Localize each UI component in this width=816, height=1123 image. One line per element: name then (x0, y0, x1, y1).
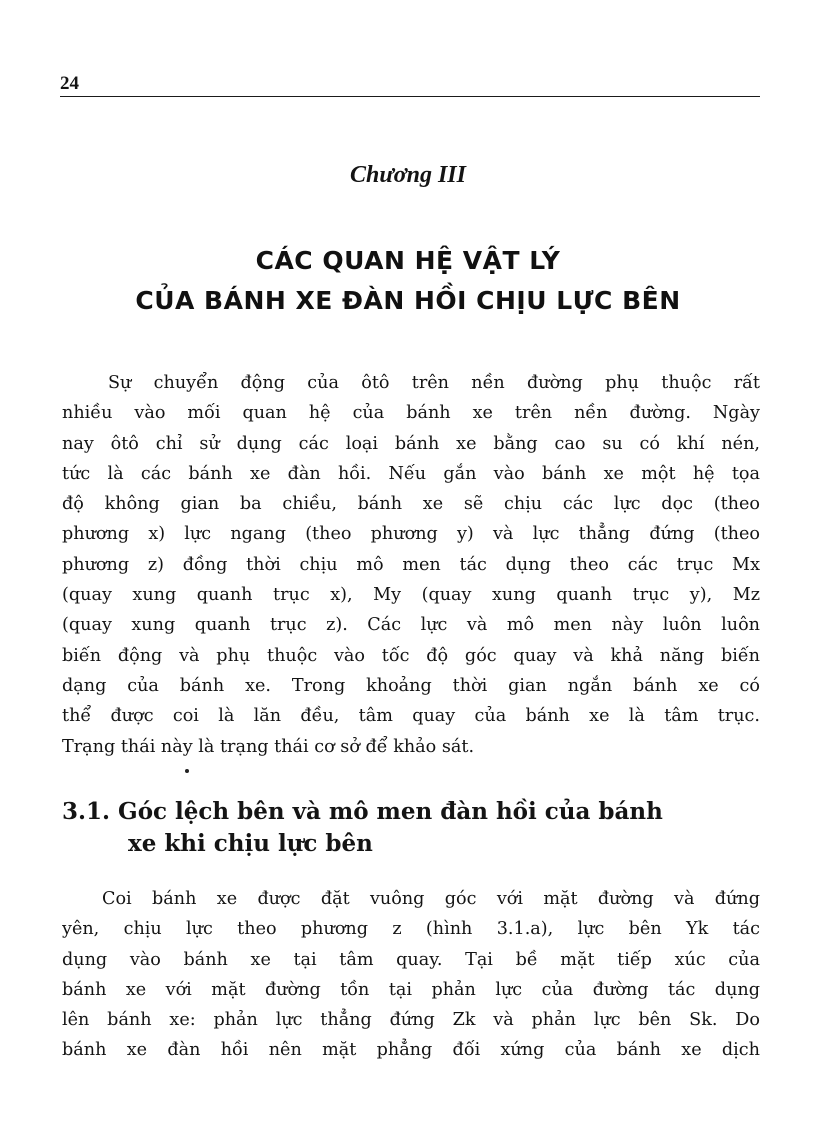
paragraph-line: tức là các bánh xe đàn hồi. Nếu gắn vào bánh xe một hệ tọa (62, 463, 760, 484)
header-rule (60, 96, 760, 97)
paragraph-line: phương z) đồng thời chịu mô men tác dụng theo các trục Mx (62, 554, 760, 575)
section-paragraph (62, 884, 760, 1066)
paragraph-line: Sự chuyển động của ôtô trên nền đường phụ thuộc rất (108, 373, 760, 393)
section-title-line-1: Góc lệch bên và mô men đàn hồi của bánh (118, 798, 663, 825)
chapter-label: Chương III (350, 162, 466, 188)
paragraph-line: dạng của bánh xe. Trong khoảng thời gian ngắn bánh xe có (62, 675, 760, 696)
paragraph-line: Coi bánh xe được đặt vuông góc với mặt đường và đứng (102, 889, 760, 909)
chapter-title-line-1: CÁC QUAN HỆ VẬT LÝ (255, 246, 561, 275)
paragraph-line: Trạng thái này là trạng thái cơ sở để khảo sát. (62, 736, 475, 757)
paragraph-line: nhiều vào mối quan hệ của bánh xe trên nền đường. Ngày (62, 403, 760, 424)
section-heading (62, 796, 762, 860)
paragraph-line: biến động và phụ thuộc vào tốc độ góc quay và khả năng biến (62, 645, 760, 666)
paragraph-line: nay ôtô chỉ sử dụng các loại bánh xe bằng cao su có khí nén, (62, 433, 760, 454)
paragraph-line: dụng vào bánh xe tại tâm quay. Tại bề mặt tiếp xúc của (62, 949, 760, 970)
print-speck (185, 769, 189, 773)
paragraph-line: (quay xung quanh trục z). Các lực và mô men này luôn luôn (62, 615, 760, 636)
paragraph-line: thể được coi là lăn đều, tâm quay của bánh xe là tâm trục. (62, 706, 760, 727)
paragraph-line: lên bánh xe: phản lực thẳng đứng Zk và phản lực bên Sk. Do (62, 1010, 760, 1031)
paragraph-line: yên, chịu lực theo phương z (hình 3.1.a), lực bên Yk tác (62, 919, 760, 940)
section-title-line-2: xe khi chịu lực bên (128, 830, 373, 857)
chapter-title-line-2: CỦA BÁNH XE ĐÀN HỒI CHỊU LỰC BÊN (135, 286, 681, 315)
paragraph-line: (quay xung quanh trục x), My (quay xung quanh trục y), Mz (62, 585, 760, 606)
paragraph-line: độ không gian ba chiều, bánh xe sẽ chịu các lực dọc (theo (62, 494, 760, 515)
paragraph-line: bánh xe với mặt đường tồn tại phản lực của đường tác dụng (62, 979, 760, 1000)
section-number: 3.1. (62, 798, 111, 825)
intro-paragraph (62, 368, 760, 762)
paragraph-line: bánh xe đàn hồi nên mặt phẳng đối xứng của bánh xe dịch (62, 1040, 760, 1061)
paragraph-line: phương x) lực ngang (theo phương y) và lực thẳng đứng (theo (62, 524, 760, 545)
page-number: 24 (60, 73, 79, 94)
